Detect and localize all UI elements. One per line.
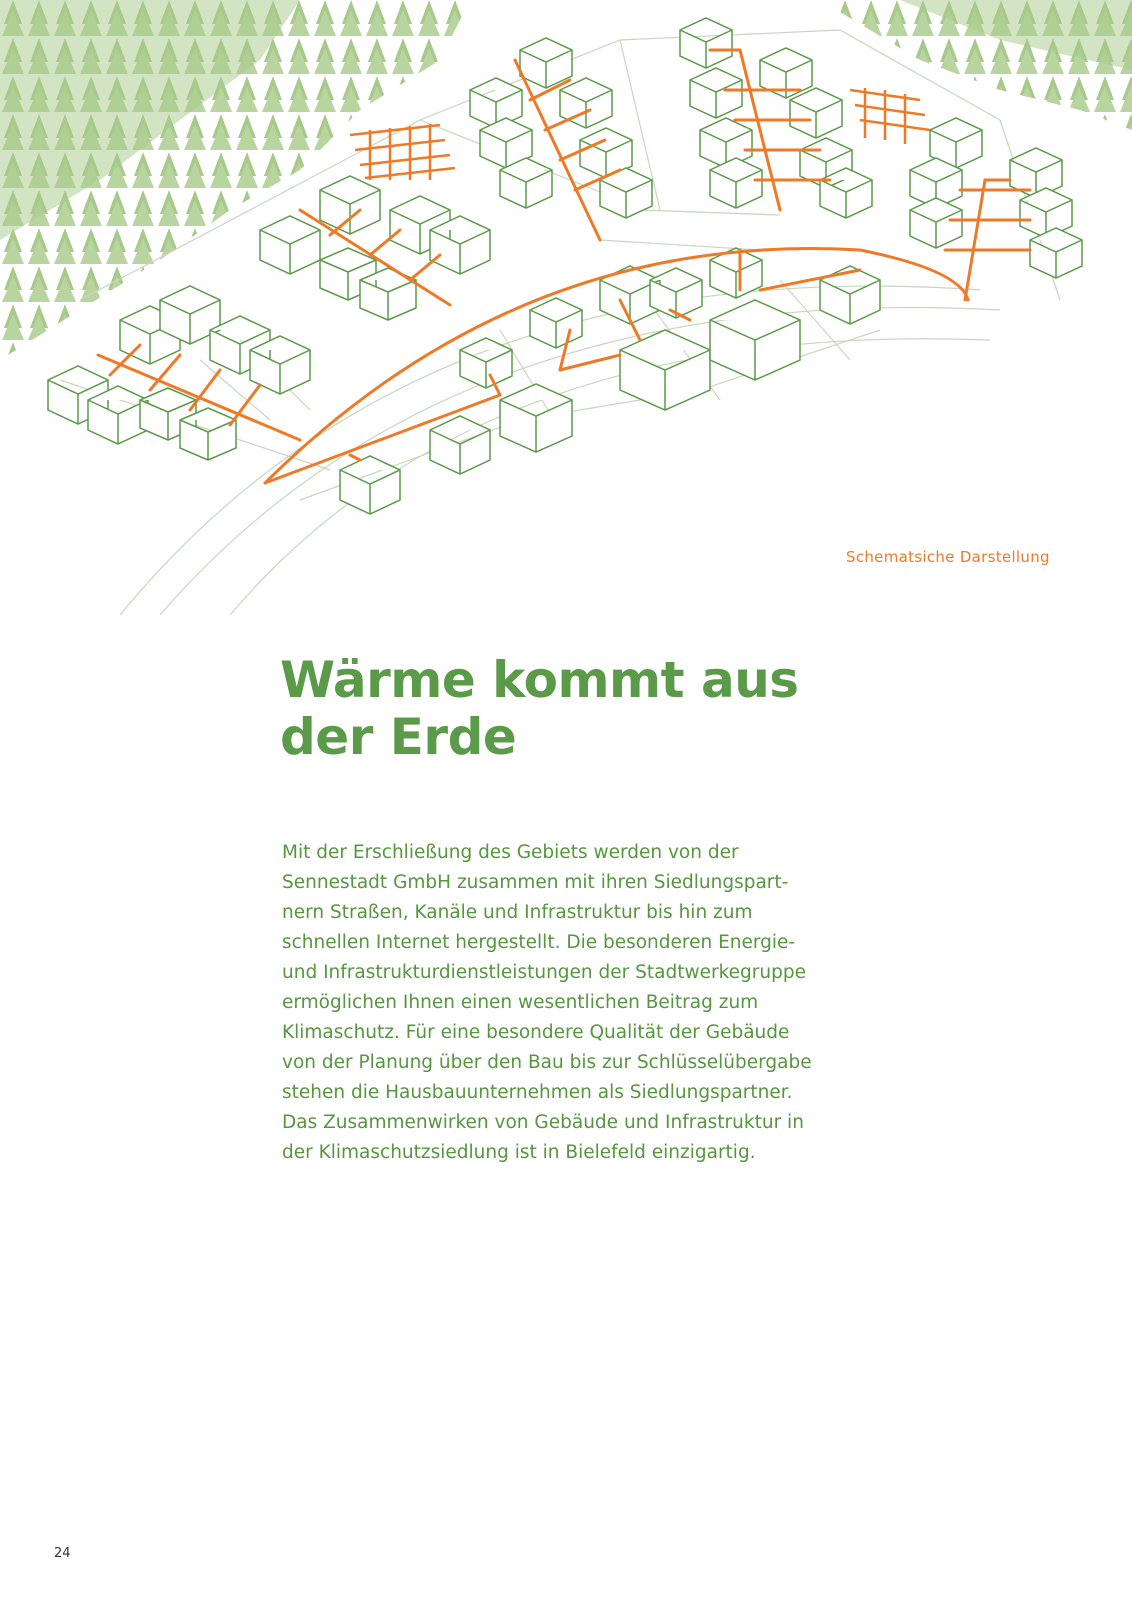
body-line: von der Planung über den Bau bis zur Schlüsselübergabe bbox=[282, 1052, 812, 1073]
body-line: der Klimaschutzsiedlung ist in Bielefeld einzigartig. bbox=[282, 1142, 756, 1163]
headline-line: Wärme kommt aus bbox=[280, 651, 799, 709]
body-line: Das Zusammenwirken von Gebäude und Infrastruktur in bbox=[282, 1112, 804, 1133]
page-number: 24 bbox=[54, 1546, 71, 1561]
body-line: stehen die Hausbauunternehmen als Siedlungspartner. bbox=[282, 1082, 793, 1103]
body-line: Klimaschutz. Für eine besondere Qualität der Gebäude bbox=[282, 1022, 790, 1043]
body-line: und Infrastrukturdienstleistungen der Stadtwerkegruppe bbox=[282, 962, 806, 983]
body-paragraph bbox=[282, 838, 862, 1168]
body-line: Mit der Erschließung des Gebiets werden von der bbox=[282, 842, 739, 863]
page-headline bbox=[280, 652, 799, 766]
body-line: schnellen Internet hergestellt. Die besonderen Energie- bbox=[282, 932, 796, 953]
headline-line: der Erde bbox=[280, 708, 517, 766]
body-line: Sennestadt GmbH zusammen mit ihren Siedlungspart- bbox=[282, 872, 789, 893]
illustration-caption: Schematsiche Darstellung bbox=[846, 548, 1050, 566]
body-line: ermöglichen Ihnen einen wesentlichen Beitrag zum bbox=[282, 992, 759, 1013]
body-line: nern Straßen, Kanäle und Infrastruktur bis hin zum bbox=[282, 902, 753, 923]
settlement-illustration bbox=[0, 0, 1132, 615]
